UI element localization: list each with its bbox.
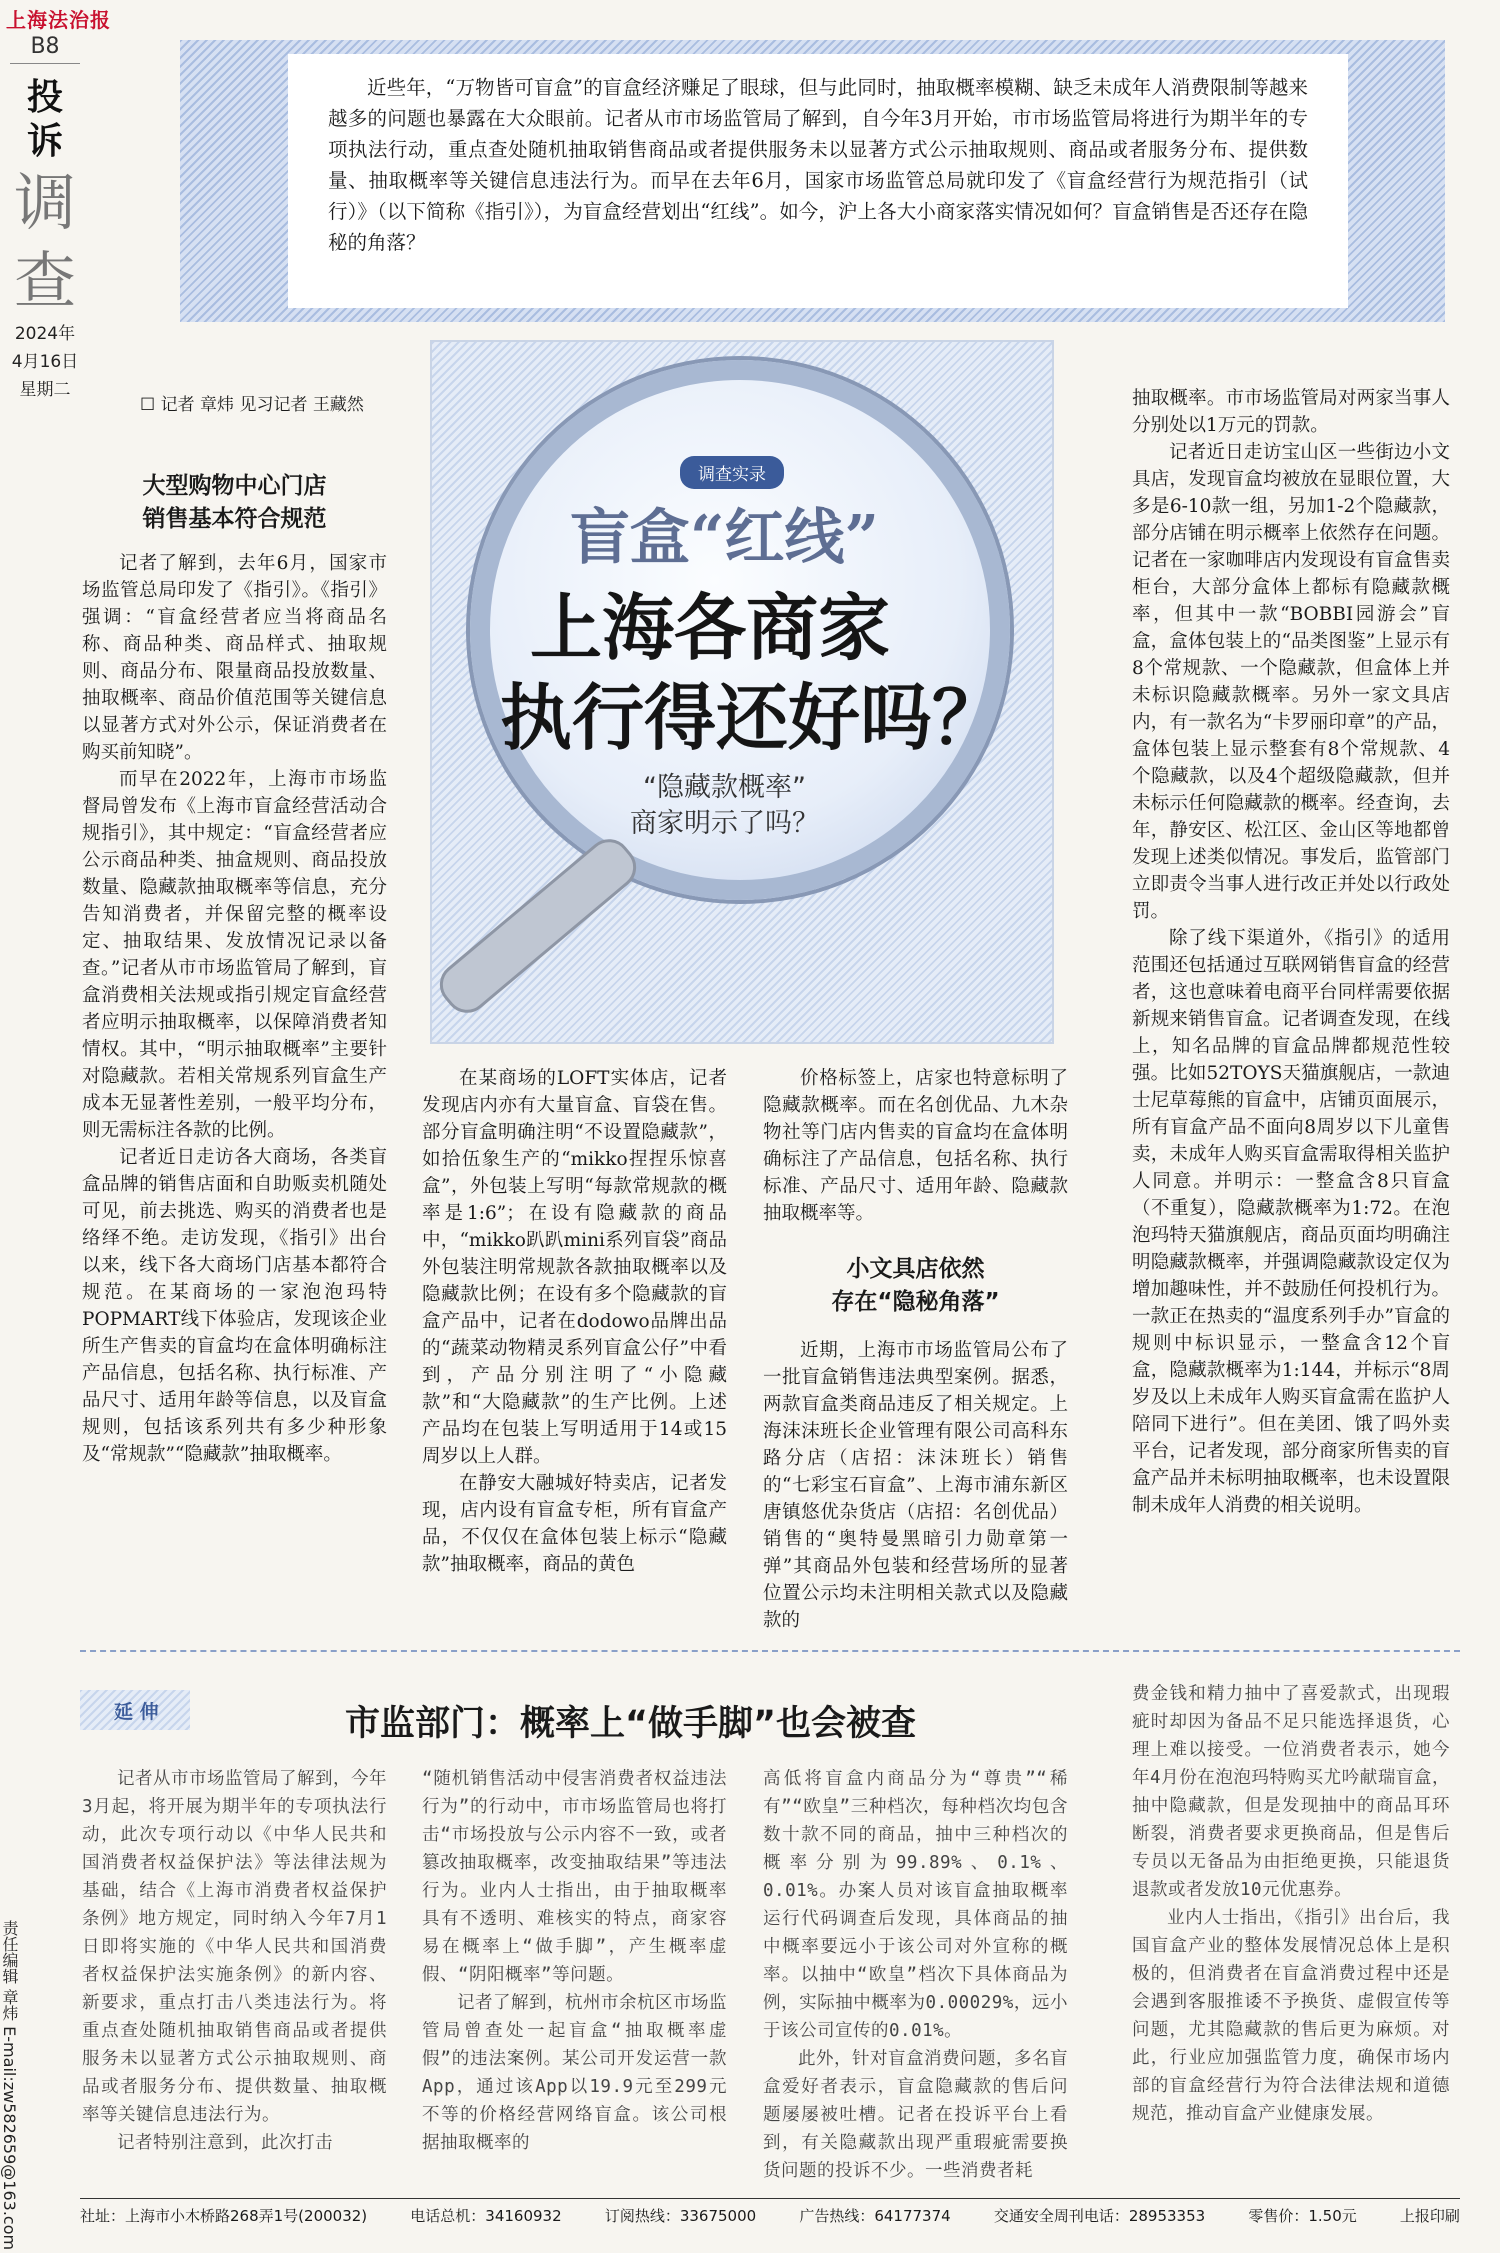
paragraph: 记者从市市场监管局了解到，今年3月起，将开展为期半年的专项执法行动，此次专项行动以《中华人民共和国消费者权益保护法》等法律法规为基础，结合《上海市消费者权益保护条例》地方规定，同时纳入今年7月1日即将实施的《中华人民共和国消费者权益保护法实施条例》的新内容、新要求，重点打击八类违法行为。将重点查处随机抽取销售商品或者提供服务未以显著方式公示抽取规则、商品或者服务分布、提供数量、抽取概率等关键信息违法行为。 <box>82 1769 387 2125</box>
extension-title: 市监部门：概率上“做手脚”也会被查 <box>345 1704 917 1744</box>
paragraph: 业内人士指出，《指引》出台后，我国盲盒产业的整体发展情况总体上是积极的，但消费者在盲盒消费过程中还是会遇到客服推诿不予换货、虚假宣传等问题，尤其隐藏款的售后更为麻烦。对此，行业应加强监管力度，确保市场内部的盲盒经营行为符合法律法规和道德规范，推动盲盒产业健康发展。 <box>1132 1908 1450 2124</box>
editor-credit: 责任编辑 章炜 E-mail:zw582659@163.com <box>0 1920 19 2251</box>
paragraph: 记者近日走访各大商场，各类盲盒品牌的销售店面和自助贩卖机随处可见，前去挑选、购买的消费者也是络绎不绝。走访发现，《指引》出台以来，线下各大商场门店基本都符合规范。在某商场的一家泡泡玛特POPMART线下体验店，发现该企业所生产售卖的盲盒均在盒体明确标注产品信息，包括名称、执行标准、产品尺寸、适用年龄等信息，以及盲盒规则，包括该系列共有多少种形象及“常规款”“隐藏款”抽取概率。 <box>82 1147 387 1465</box>
intro-box <box>180 40 1445 322</box>
subtitle-line2: 商家明示了吗？ <box>630 808 819 839</box>
paragraph: 抽取概率。市市场监管局对两家当事人分别处以1万元的罚款。 <box>1132 388 1450 436</box>
paragraph: 价格标签上，店家也特意标明了隐藏款概率。而在名创优品、九木杂物社等门店内售卖的盲盒均在盒体明确标注了产品信息，包括名称、执行标准、产品尺寸、适用年龄、隐藏款抽取概率等。 <box>763 1068 1068 1224</box>
subheading-3a: 小文具店依然 <box>846 1256 985 1282</box>
extension-column-1 <box>82 1765 387 2157</box>
issue-year: 2024年 <box>14 324 76 344</box>
paragraph: 费金钱和精力抽中了喜爱款式，出现瑕疵时却因为备品不足只能选择退货，心理上难以接受。一位消费者表示，她今年4月份在泡泡玛特购买尤吟献瑞盲盒，抽中隐藏款，但是发现抽中的商品耳环断裂，消费者要求更换商品，但是售后专员以无备品为由拒绝更换，只能退货退款或者发放10元优惠券。 <box>1132 1684 1450 1900</box>
paragraph: 记者了解到，去年6月，国家市场监管总局印发了《指引》。《指引》强调：“盲盒经营者应当将商品名称、商品种类、商品样式、抽取规则、商品分布、限量商品投放数量、抽取概率、商品价值范围等关键信息以显著方式对外公示，保证消费者在购买前知晓”。 <box>82 553 387 763</box>
paragraph: 记者特别注意到，此次打击 <box>117 2133 333 2153</box>
byline: ☐ 记者 章炜 见习记者 王藏然 <box>140 395 364 415</box>
footer-info <box>80 2198 1460 2226</box>
headline-line1: 盲盒“红线” <box>570 503 880 573</box>
issue-date: 4月16日 <box>11 352 79 372</box>
paragraph: 除了线下渠道外，《指引》的适用范围还包括通过互联网销售盲盒的经营者，这也意味着电商平台同样需要依据新规来销售盲盒。记者调查发现，在线上，知名品牌的盲盒品牌都规范性较强。比如52TOYS天猫旗舰店，一款迪士尼草莓熊的盲盒中，店铺页面展示，所有盲盒产品不面向8周岁以下儿童售卖，未成年人购买盲盒需取得相关监护人同意。并明示：一整盒含8只盲盒（不重复），隐藏款概率为1:72。在泡泡玛特天猫旗舰店，商品页面均明确注明隐藏款概率，并强调隐藏款设定仅为增加趣味性，并不鼓励任何投机行为。一款正在热卖的“温度系列手办”盲盒的规则中标识显示，一整盒含12个盲盒，隐藏款概率为1:144，并标示“8周岁及以上未成年人购买盲盒需在监护人陪同下进行”。但在美团、饿了吗外卖平台，记者发现，部分商家所售卖的盲盒产品并未标明抽取概率，也未设置限制未成年人消费的相关说明。 <box>1132 928 1450 1516</box>
section-divider <box>80 1650 1460 1652</box>
paragraph: 高低将盲盒内商品分为“尊贵”“稀有”“欧皇”三种档次，每种档次均包含数十款不同的商品，抽中三种档次的概率分别为99.89%、0.1%、0.01%。办案人员对该盲盒抽取概率运行代码调查后发现，具体商品的抽中概率要远小于该公司对外宣称的概率。以抽中“欧皇”档次下具体商品为例，实际抽中概率为0.00029%，远小于该公司宣传的0.01%。 <box>763 1769 1068 2041</box>
headline-line3: 执行得还好吗？ <box>500 675 1005 760</box>
headline-line2: 上海各商家 <box>530 585 891 670</box>
paragraph: 在某商场的LOFT实体店，记者发现店内亦有大量盲盒、盲袋在售。部分盲盒明确注明“不设置隐藏款”，如拾伍象生产的“mikko捏捏乐惊喜盒”，外包装上写明“每款常规款的概率是1:6”；在设有隐藏款的商品中，“mikko趴趴mini系列盲袋”商品外包装注明常规款各款抽取概率以及隐藏款比例；在设有多个隐藏款的盲盒产品中，记者在dodowo品牌出品的“蔬菜动物精灵系列盲盒公仔”中看到，产品分别注明了“小隐藏款”和“大隐藏款”的生产比例。上述产品均在包装上写明适用于14或15周岁以上人群。 <box>422 1068 727 1467</box>
footer-printer: 上报印刷 <box>1399 2207 1460 2225</box>
page-sidebar <box>10 34 80 404</box>
extension-tag <box>80 1690 190 1730</box>
section-name-2: 调查 <box>13 166 76 317</box>
footer-subscription: 订阅热线：33675000 <box>604 2207 757 2225</box>
footer-phone: 电话总机：34160932 <box>410 2207 562 2225</box>
extension-column-2 <box>422 1765 727 2157</box>
paragraph: “随机销售活动中侵害消费者权益违法行为”的行动中，市市场监管局也将打击“市场投放与公示内容不一致，或者篡改抽取概率，改变抽取结果”等违法行为。业内人士指出，由于抽取概率具有不透明、难核实的特点，商家容易在概率上“做手脚”，产生概率虚假、“阴阳概率”等问题。 <box>422 1769 727 1985</box>
subtitle-line1: “隐藏款概率” <box>643 772 806 803</box>
article-column-1 <box>82 470 387 1468</box>
article-column-2 <box>422 1065 727 1578</box>
page-number: B8 <box>10 34 80 64</box>
extension-column-4 <box>1132 1680 1450 2128</box>
subheading-3b: 存在“隐秘角落” <box>831 1289 1000 1315</box>
intro-text: 近些年，“万物皆可盲盒”的盲盒经济赚足了眼球，但与此同时，抽取概率模糊、缺乏未成年人消费限制等越来越多的问题也暴露在大众眼前。记者从市市场监管局了解到，自今年3月开始，市市场监管局将进行为期半年的专项执法行动，重点查处随机抽取销售商品或者提供服务未以显著方式公示抽取规则、商品或者服务分布、提供数量、抽取概率等关键信息违法行为。而早在去年6月，国家市场监管总局就印发了《盲盒经营行为规范指引（试行）》（以下简称《指引》），为盲盒经营划出“红线”。如今，沪上各大小商家落实情况如何？盲盒销售是否还存在隐秘的角落？ <box>288 54 1348 308</box>
headline-subtitle <box>630 770 819 842</box>
paragraph: 记者了解到，杭州市余杭区市场监管局曾查处一起盲盒“抽取概率虚假”的违法案例。某公司开发运营一款App，通过该App以19.9元至299元不等的价格经营网络盲盒。该公司根据抽取概率的 <box>422 1993 727 2153</box>
footer-address: 社址：上海市小木桥路268弄1号(200032) <box>80 2207 368 2225</box>
extension-column-3 <box>763 1765 1068 2185</box>
issue-weekday: 星期二 <box>19 380 71 400</box>
footer-price: 零售价：1.50元 <box>1248 2207 1357 2225</box>
section-tag: 调查实录 <box>680 456 784 489</box>
article-column-4 <box>1132 385 1450 1519</box>
headline-graphic <box>430 340 1050 1080</box>
section-name: 投诉 <box>26 77 63 162</box>
footer-traffic: 交通安全周刊电话：28953353 <box>993 2207 1206 2225</box>
article-column-3 <box>763 1065 1068 1634</box>
paragraph: 记者近日走访宝山区一些街边小文具店，发现盲盒均被放在显眼位置，大多是6-10款一组，另加1-2个隐藏款，部分店铺在明示概率上依然存在问题。记者在一家咖啡店内发现设有盲盒售卖柜台，大部分盒体上都标有隐藏款概率，但其中一款“BOBBI园游会”盲盒，盒体包装上的“品类图鉴”上显示有8个常规款、一个隐藏款，但盒体上并未标识隐藏款概率。另外一家文具店内，有一款名为“卡罗丽印章”的产品，盒体包装上显示整套有8个常规款、4个隐藏款，以及4个超级隐藏款，但并未标示任何隐藏款的概率。经查询，去年，静安区、松江区、金山区等地都曾发现上述类似情况。事发后，监管部门立即责令当事人进行改正并处以行政处罚。 <box>1132 442 1450 922</box>
masthead: 上海法治报 <box>6 8 111 32</box>
subheading-1b: 销售基本符合规范 <box>142 506 327 532</box>
extension-tag-label: 延 伸 <box>114 1701 159 1723</box>
paragraph: 在静安大融城好特卖店，记者发现，店内设有盲盒专柜，所有盲盒产品，不仅仅在盒体包装上标示“隐藏款”抽取概率，商品的黄色 <box>422 1473 727 1575</box>
paragraph: 此外，针对盲盒消费问题，多名盲盒爱好者表示，盲盒隐藏款的售后问题屡屡被吐槽。记者在投诉平台上看到，有关隐藏款出现严重瑕疵需要换货问题的投诉不少。一些消费者耗 <box>763 2049 1068 2181</box>
paragraph: 近期，上海市市场监管局公布了一批盲盒销售违法典型案例。据悉，两款盲盒类商品违反了相关规定。上海沫沫班长企业管理有限公司高科东路分店（店招：沫沫班长）销售的“七彩宝石盲盒”、上海市浦东新区唐镇悠优杂货店（店招：名创优品）销售的“奥特曼黑暗引力勋章第一弹”其商品外包装和经营场所的显著位置公示均未注明相关款式以及隐藏款的 <box>763 1340 1068 1631</box>
footer-ad: 广告热线：64177374 <box>799 2207 951 2225</box>
subheading-1a: 大型购物中心门店 <box>142 473 327 499</box>
paragraph: 而早在2022年，上海市市场监督局曾发布《上海市盲盒经营活动合规指引》，其中规定：“盲盒经营者应公示商品种类、抽盒规则、商品投放数量、隐藏款抽取概率等信息，充分告知消费者，并保留完整的概率设定、抽取结果、发放情况记录以备查。”记者从市市场监管局了解到，盲盒消费相关法规或指引规定盲盒经营者应明示抽取概率，以保障消费者知情权。其中，“明示抽取概率”主要针对隐藏款。若相关常规系列盲盒生产成本无显著性差别，一般平均分布，则无需标注各款的比例。 <box>82 769 387 1141</box>
